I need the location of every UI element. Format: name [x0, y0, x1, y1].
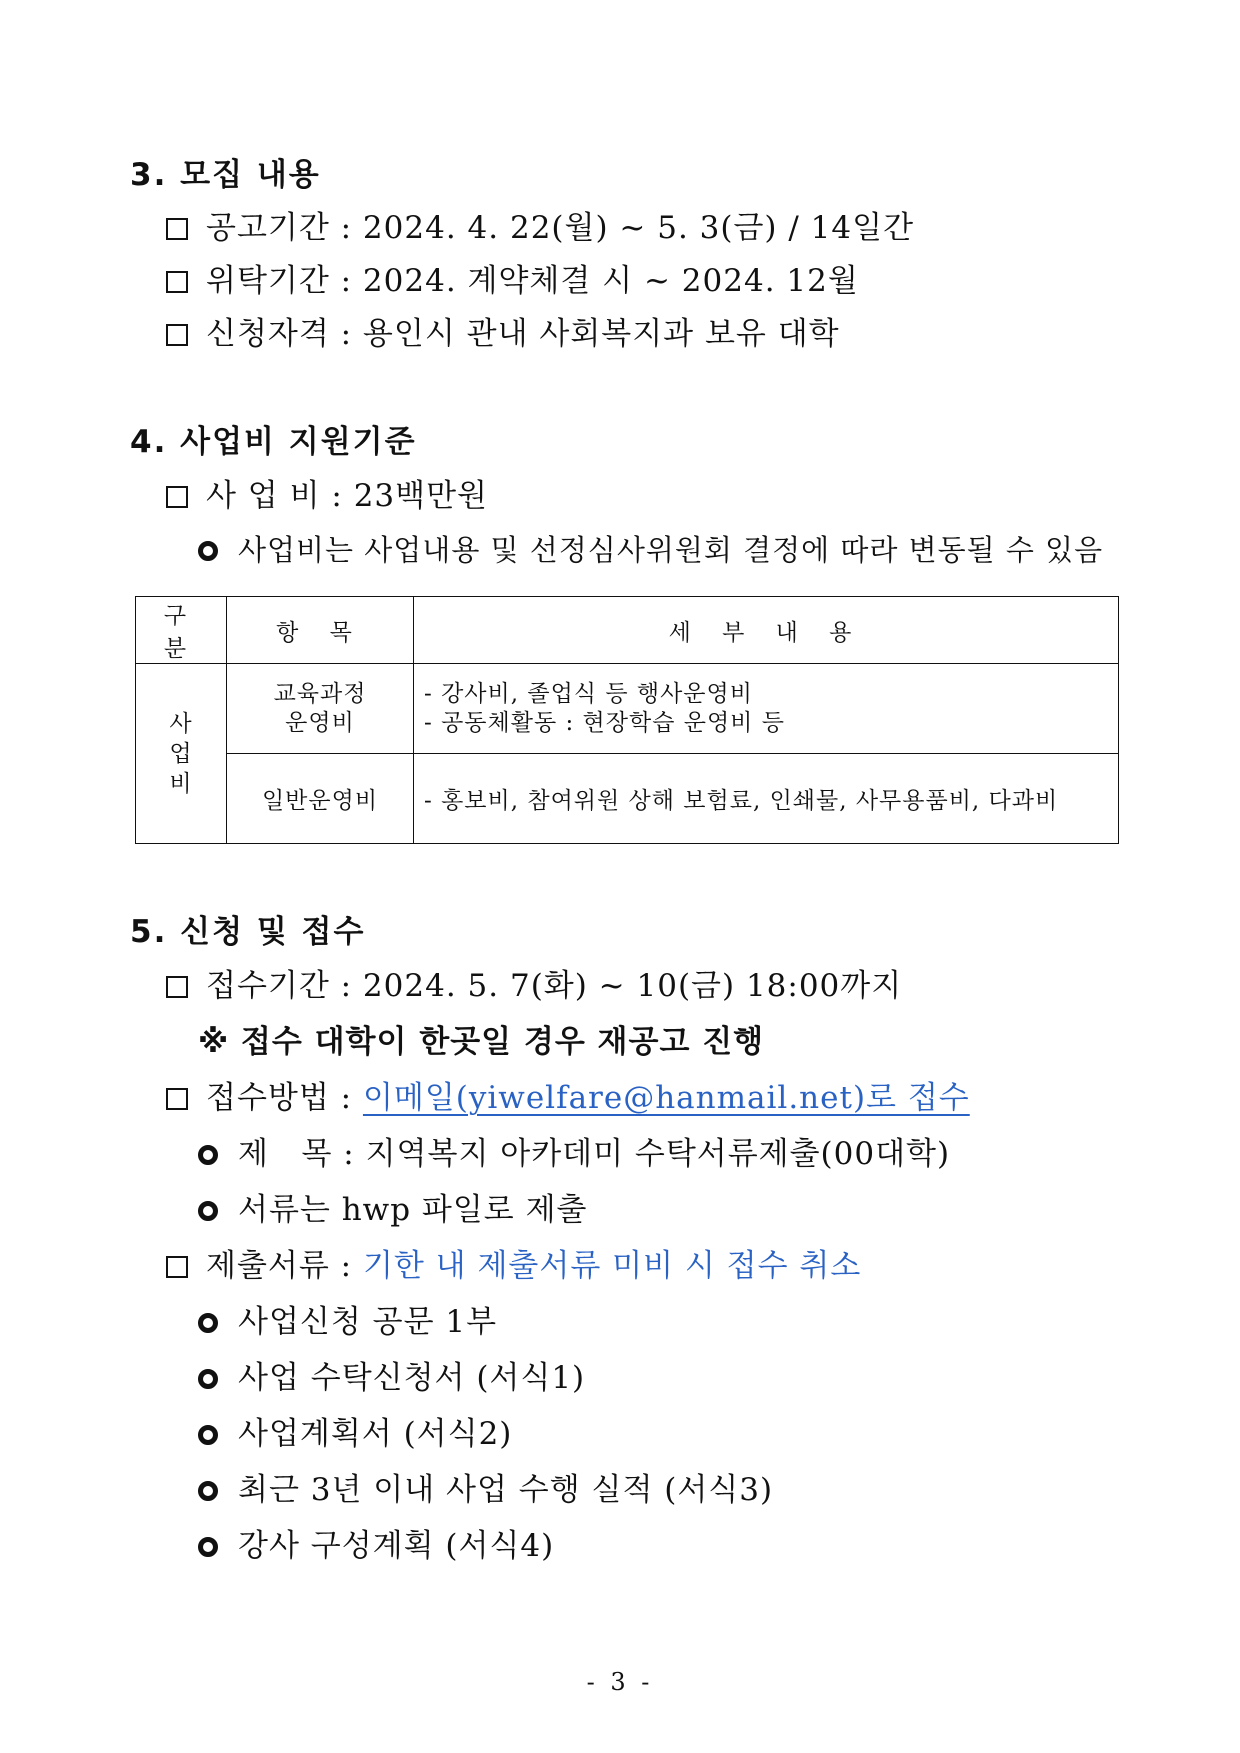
budget-text: 사 업 비 : 23백만원	[206, 478, 488, 514]
list-item	[198, 1302, 497, 1342]
method-sub-item	[198, 1190, 587, 1230]
budget-item	[166, 476, 488, 516]
table-row	[136, 664, 1119, 754]
checkbox-square-icon	[166, 1088, 188, 1110]
header-category: 구 분	[136, 597, 227, 664]
list-item	[198, 1526, 554, 1566]
circle-bullet-icon	[198, 1425, 218, 1445]
circle-bullet-icon	[198, 541, 218, 561]
submission-method-item	[166, 1078, 970, 1118]
checkbox-square-icon	[166, 271, 188, 293]
budget-table	[135, 596, 1119, 844]
doc-text: 강사 구성계획 (서식4)	[238, 1528, 555, 1564]
section-4-heading: 4. 사업비 지원기준	[130, 424, 417, 460]
list-item	[198, 1358, 585, 1398]
category-char: 사	[169, 710, 193, 737]
category-char: 비	[169, 770, 193, 797]
circle-bullet-icon	[198, 1537, 218, 1557]
re-announcement-notice: ※ 접수 대학이 한곳일 경우 재공고 진행	[198, 1024, 765, 1060]
category-cell	[136, 664, 227, 844]
method-sub-item	[198, 1134, 950, 1174]
header-item: 항 목	[227, 597, 414, 664]
item-line: 교육과정	[273, 680, 367, 707]
recruit-period-text: 공고기간 : 2024. 4. 22(월) ~ 5. 3(금) / 14일간	[206, 210, 915, 246]
file-format-text: 서류는 hwp 파일로 제출	[238, 1192, 588, 1228]
recruit-period-item	[166, 208, 914, 248]
table-header-row	[136, 597, 1119, 664]
required-docs-warning: 기한 내 제출서류 미비 시 접수 취소	[362, 1248, 862, 1284]
doc-text: 사업신청 공문 1부	[238, 1304, 498, 1340]
circle-bullet-icon	[198, 1201, 218, 1221]
checkbox-square-icon	[166, 486, 188, 508]
page-number: - 3 -	[586, 1668, 654, 1696]
doc-text: 사업계획서 (서식2)	[238, 1416, 513, 1452]
circle-bullet-icon	[198, 1369, 218, 1389]
circle-bullet-icon	[198, 1313, 218, 1333]
detail-line: - 공동체활동 : 현장학습 운영비 등	[424, 709, 785, 736]
budget-note	[198, 530, 1103, 570]
header-details: 세 부 내 용	[414, 597, 1119, 664]
email-link[interactable]: 이메일(yiwelfare@hanmail.net)로 접수	[362, 1080, 970, 1116]
submission-period-item	[166, 966, 902, 1006]
checkbox-square-icon	[166, 324, 188, 346]
doc-text: 최근 3년 이내 사업 수행 실적 (서식3)	[238, 1472, 774, 1508]
details-cell	[414, 664, 1119, 754]
table-row	[136, 754, 1119, 844]
checkbox-square-icon	[166, 976, 188, 998]
circle-bullet-icon	[198, 1481, 218, 1501]
list-item	[198, 1414, 512, 1454]
email-subject-text: 제 목 : 지역복지 아카데미 수탁서류제출(00대학)	[238, 1136, 951, 1172]
item-cell	[227, 664, 414, 754]
submission-method-label: 접수방법 :	[206, 1080, 363, 1116]
required-docs-label: 제출서류 :	[206, 1248, 363, 1284]
category-char: 업	[169, 740, 193, 767]
contract-period-item	[166, 261, 859, 301]
section-5-heading: 5. 신청 및 접수	[130, 914, 366, 950]
detail-line: - 강사비, 졸업식 등 행사운영비	[424, 680, 753, 707]
section-3-heading: 3. 모집 내용	[130, 157, 321, 193]
circle-bullet-icon	[198, 1145, 218, 1165]
submission-period-text: 접수기간 : 2024. 5. 7(화) ~ 10(금) 18:00까지	[206, 968, 903, 1004]
checkbox-square-icon	[166, 1256, 188, 1278]
item-cell: 일반운영비	[227, 754, 414, 844]
checkbox-square-icon	[166, 218, 188, 240]
list-item	[198, 1470, 773, 1510]
item-line: 운영비	[285, 709, 355, 736]
doc-text: 사업 수탁신청서 (서식1)	[238, 1360, 586, 1396]
required-docs-item	[166, 1246, 861, 1286]
budget-note-text: 사업비는 사업내용 및 선정심사위원회 결정에 따라 변동될 수 있음	[238, 533, 1104, 567]
contract-period-text: 위탁기간 : 2024. 계약체결 시 ~ 2024. 12월	[206, 263, 859, 299]
eligibility-item	[166, 314, 840, 354]
details-cell: - 홍보비, 참여위원 상해 보험료, 인쇄물, 사무용품비, 다과비	[414, 754, 1119, 844]
eligibility-text: 신청자격 : 용인시 관내 사회복지과 보유 대학	[206, 316, 840, 352]
